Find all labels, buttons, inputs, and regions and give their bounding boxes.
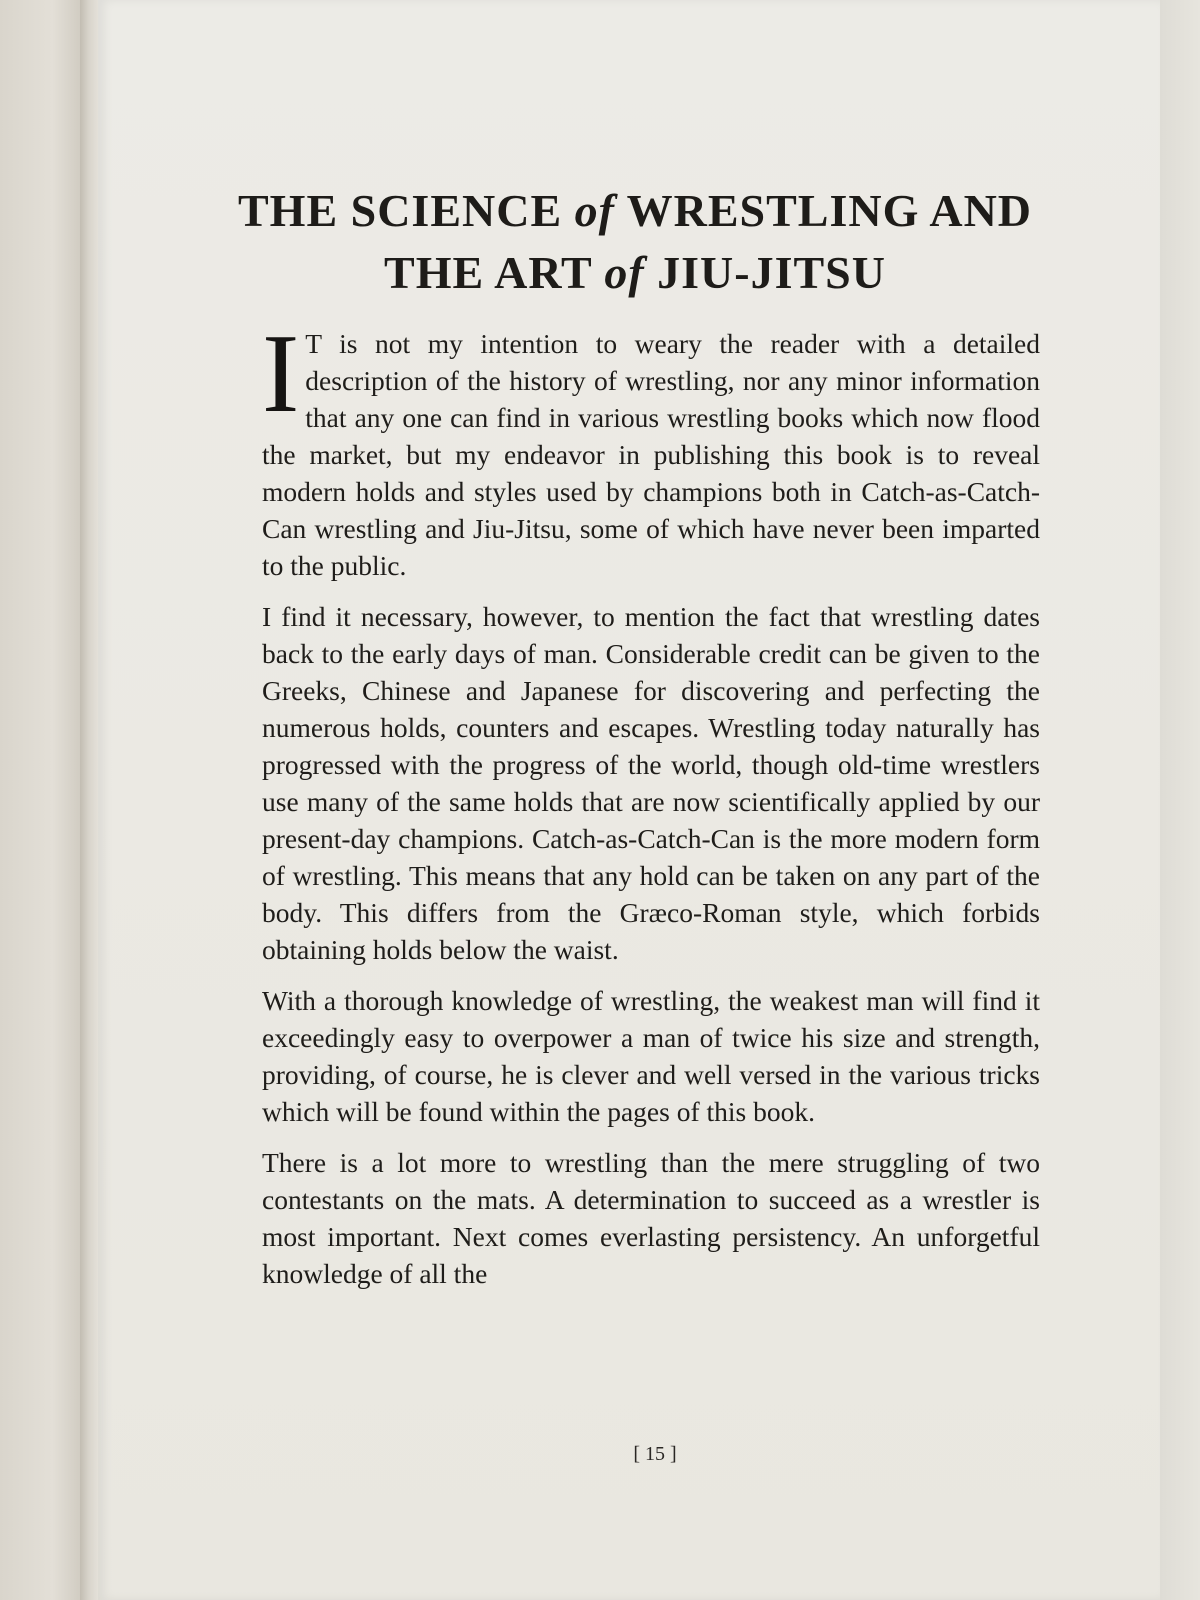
drop-cap: I — [262, 312, 300, 436]
paragraph-1-text: T is not my intention to weary the reader with a detailed description of the history of wrestling, nor any minor information that any one can find in various wrestling books which now flood the market, but my endeavor in publishing this book is to reveal modern holds and styles used by champions both in Catch-as-Catch-Can wrestling and Jiu-Jitsu, some of which have never been imparted to the public. — [262, 328, 1040, 581]
page-right-margin — [1160, 0, 1200, 1600]
title-line-2: THE ART of JIU-JITSU — [384, 247, 886, 298]
chapter-title — [150, 180, 1120, 304]
paragraph-1 — [262, 312, 1040, 584]
title-line-1: THE SCIENCE of WRESTLING AND — [237, 185, 1033, 236]
paragraph-2: I find it necessary, however, to mention the fact that wrestling dates back to the early days of man. Considerable credit can be given to the Greeks, Chinese and Japanese for discovering and perfecting the numerous holds, counters and escapes. Wrestling today naturally has progressed with the progress of the world, though old-time wrestlers use many of the same holds that are now scientifically applied by our present-day champions. Catch-as-Catch-Can is the more modern form of wrestling. This means that any hold can be taken on any part of the body. This differs from the Græco-Roman style, which forbids obtaining holds below the waist. — [262, 601, 1040, 965]
page-number: [ 15 ] — [633, 1443, 677, 1465]
body-text — [262, 312, 1040, 1306]
paragraph-3: With a thorough knowledge of wrestling, the weakest man will find it exceedingly easy to overpower a man of twice his size and strength, providing, of course, he is clever and well versed in the various tricks which will be found within the pages of this book. — [262, 985, 1040, 1127]
paragraph-4: There is a lot more to wrestling than the mere struggling of two contestants on the mats. A determination to succeed as a wrestler is most important. Next comes everlasting persistency. An unforgetful knowledge of all the — [262, 1147, 1040, 1289]
